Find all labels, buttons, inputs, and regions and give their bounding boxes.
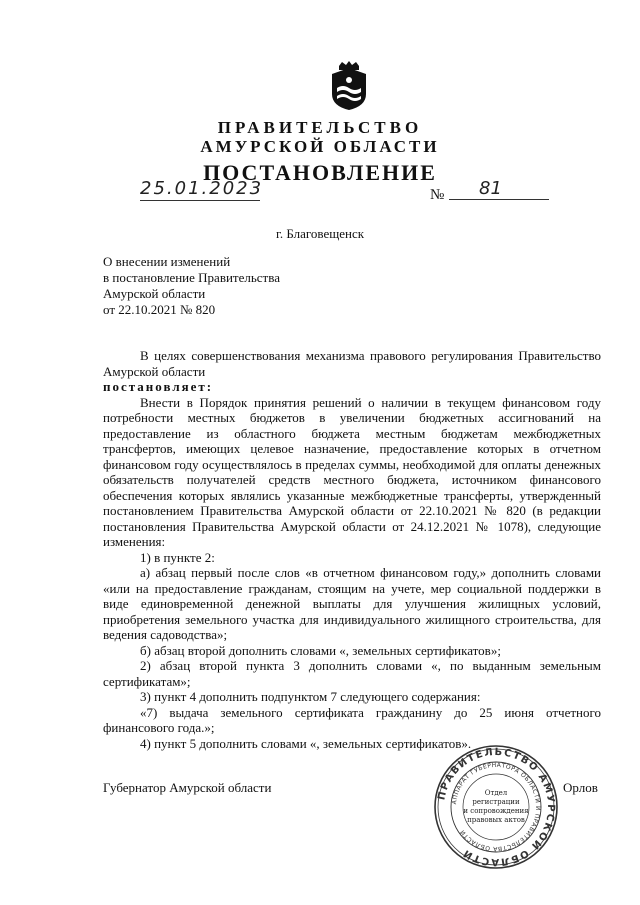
- item-3: 3) пункт 4 дополнить подпунктом 7 следующего содержания:: [140, 689, 481, 704]
- main-paragraph: Внести в Порядок принятия решений о наличии в текущем финансовом году потребности местных бюджетов в увеличении бюджетных ассигнований на предоставление из областного бюджета местным бюджетам межбюджетных трансфертов, имеющих целевое назначение, предоставление которых в отчетном финансовом году осуществлялось в пределах суммы, необходимой для оплаты денежных обязательств получателей средств местного бюджета, источником финансового обеспечения которых являлись указанные межбюджетные трансферты, утвержденный постановлением Правительства Амурской области от 22.10.2021 № 820 (в редакции постановления Правительства Амурской области от 24.12.2021 № 1078), следующие изменения:: [103, 394, 601, 549]
- seal-inner-text: АППАРАТ ГУБЕРНАТОРА ОБЛАСТИ И ПРАВИТЕЛЬСТВА ОБЛАСТИ: [451, 761, 542, 853]
- seal-center-line: и сопровождения: [463, 807, 529, 815]
- subject-line: Амурской области: [103, 286, 206, 301]
- official-seal-stamp: [432, 743, 560, 871]
- region-title: АМУРСКОЙ ОБЛАСТИ: [200, 137, 440, 156]
- coat-of-arms-emblem: [326, 60, 372, 112]
- number-label: №: [430, 187, 445, 203]
- city-line: г. Благовещенск: [275, 226, 365, 241]
- subject-line: от 22.10.2021 № 820: [103, 302, 216, 317]
- signer-name: Орлов: [563, 780, 598, 795]
- item-1b: б) абзац второй дополнить словами «, земельных сертификатов»;: [140, 642, 501, 658]
- item-3-quote: «7) выдача земельного сертификата гражданину до 25 июня отчетного финансового года.»;: [103, 704, 601, 735]
- decree-word: постановляет:: [103, 379, 214, 394]
- item-1: 1) в пункте 2:: [140, 549, 215, 565]
- government-title: ПРАВИТЕЛЬСТВО: [217, 118, 423, 137]
- seal-outer-text: ПРАВИТЕЛЬСТВО АМУРСКОЙ ОБЛАСТИ: [436, 746, 557, 868]
- document-body: [103, 348, 601, 751]
- subject-block: [103, 254, 280, 318]
- item-1a: а) абзац первый после слов «в отчетном финансовом году,» дополнить словами «или на предоставление гражданам, стоящим на учете, мер социальной поддержки в виде единовременной денежной выплаты для улучшения жилищных условий, приобретения земельного участка для индивидуального жилищного строительства, для ведения садоводства»;: [103, 565, 601, 642]
- item-2: 2) абзац второй пункта 3 дополнить словами «, по выданным земельным сертификатам»;: [103, 658, 601, 689]
- document-number: 81: [449, 178, 549, 200]
- subject-line: О внесении изменений: [103, 254, 231, 269]
- seal-center-line: правовых актов: [467, 816, 525, 824]
- subject-line: в постановление Правительства: [103, 270, 280, 285]
- seal-center-line: регистрации: [472, 798, 520, 806]
- document-date: 25.01.2023: [140, 178, 264, 199]
- item-4: 4) пункт 5 дополнить словами «, земельных сертификатов».: [140, 735, 472, 751]
- intro-paragraph: В целях совершенствования механизма правового регулирования Правительство Амурской области: [103, 348, 601, 379]
- signer-title: Губернатор Амурской области: [103, 780, 272, 795]
- seal-center-line: Отдел: [484, 789, 508, 797]
- document-type-title: ПОСТАНОВЛЕНИЕ: [203, 160, 437, 185]
